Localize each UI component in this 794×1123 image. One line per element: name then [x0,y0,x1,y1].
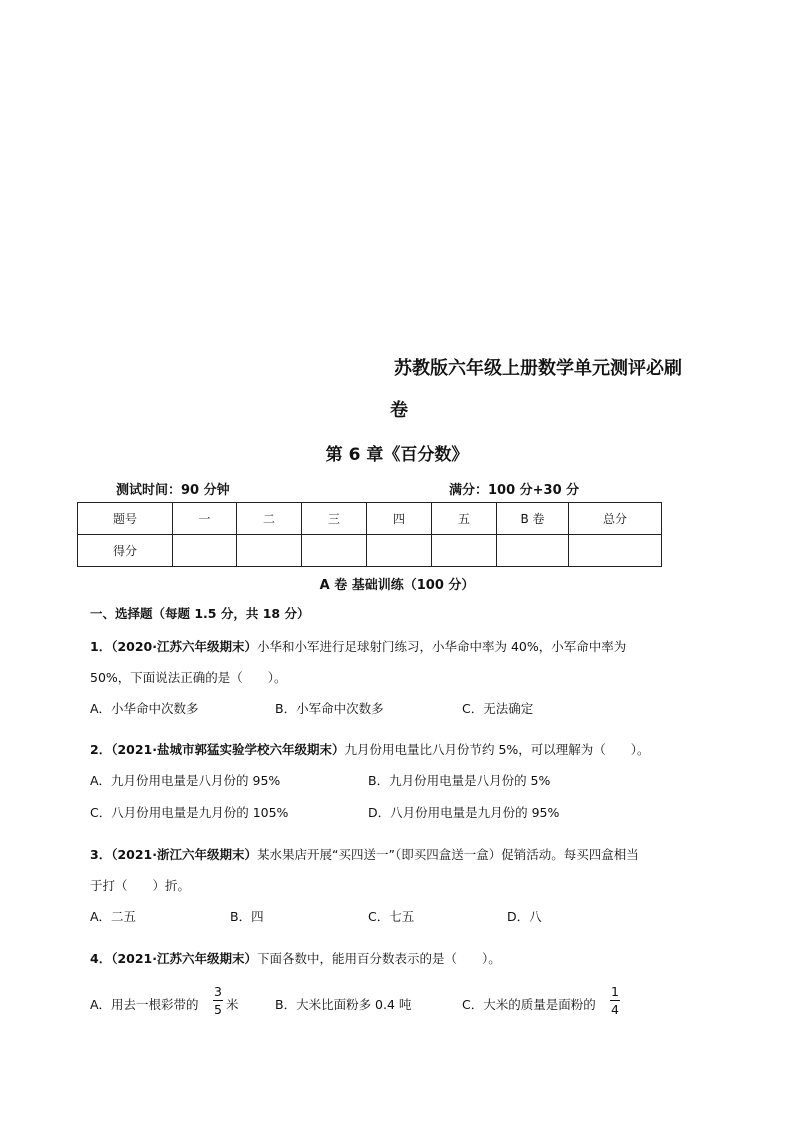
question-3-line2: 于打（ ）折。 [90,878,191,893]
fraction-numerator: 3 [214,984,222,999]
table-cell: 题号 [78,503,173,535]
score-input-cell[interactable] [497,535,569,567]
option-a[interactable]: A．用去一根彩带的 [90,997,199,1012]
question-1 [90,637,626,655]
fraction-one-quarter [609,984,621,1017]
question-text: 下面各数中，能用百分数表示的是（ ）。 [257,951,501,966]
question-4 [90,949,501,967]
table-cell: 一 [173,503,237,535]
option-d[interactable]: D．八月份用电量是九月份的 95% [368,805,560,820]
question-source: （2021·江苏六年级期末） [111,951,257,966]
question-number: 3． [90,847,112,862]
table-cell: 二 [237,503,302,535]
option-c[interactable]: C．七五 [368,909,415,924]
option-b[interactable]: B．小军命中次数多 [275,701,384,716]
table-row [78,535,662,567]
table-cell: 总分 [569,503,662,535]
fraction-denominator: 4 [611,1002,619,1017]
question-number: 1． [90,639,112,654]
question-source: （2021·浙江六年级期末） [111,847,257,862]
table-cell: 五 [432,503,497,535]
option-d[interactable]: D．八 [507,909,542,924]
score-input-cell[interactable] [173,535,237,567]
question-text: 九月份用电量比八月份节约 5%，可以理解为（ ）。 [344,742,650,757]
question-source: （2020·江苏六年级期末） [111,639,257,654]
test-time: 测试时间：90 分钟 [116,483,230,498]
doc-title-line1: 苏教版六年级上册数学单元测评必刷 [394,358,682,379]
table-row [78,503,662,535]
table-cell: 四 [367,503,432,535]
table-cell: 得分 [78,535,173,567]
question-text: 小华和小军进行足球射门练习，小华命中率为 40%，小军命中率为 [257,639,627,654]
table-cell: B 卷 [497,503,569,535]
score-table [77,502,662,567]
question-number: 4． [90,951,112,966]
chapter-title: 第 6 章《百分数》 [325,445,469,465]
score-input-cell[interactable] [237,535,302,567]
option-c[interactable]: C．八月份用电量是九月份的 105% [90,805,289,820]
option-c[interactable]: C．大米的质量是面粉的 [462,997,596,1012]
option-a[interactable]: A．小华命中次数多 [90,701,199,716]
doc-title-line2: 卷 [390,400,408,421]
option-c[interactable]: C．无法确定 [462,701,534,716]
option-a-unit: 米 [226,997,239,1012]
option-b[interactable]: B．九月份用电量是八月份的 5% [368,773,551,788]
option-b[interactable]: B．四 [230,909,264,924]
fraction-three-fifths [212,984,224,1017]
part1-title: 一、选择题（每题 1.5 分，共 18 分） [90,606,310,621]
score-input-cell[interactable] [367,535,432,567]
question-3 [90,845,639,863]
fraction-numerator: 1 [611,984,619,999]
score-input-cell[interactable] [432,535,497,567]
option-a[interactable]: A．九月份用电量是八月份的 95% [90,773,281,788]
full-score: 满分：100 分+30 分 [449,483,580,498]
question-1-line2: 50%，下面说法正确的是（ ）。 [90,670,287,685]
option-a[interactable]: A．二五 [90,909,137,924]
question-source: （2021·盐城市郭猛实验学校六年级期末） [111,742,345,757]
score-input-cell[interactable] [569,535,662,567]
fraction-denominator: 5 [214,1002,222,1017]
question-number: 2． [90,742,112,757]
question-2 [90,740,650,758]
table-cell: 三 [302,503,367,535]
section-a-title: A 卷 基础训练（100 分） [319,578,475,593]
option-b[interactable]: B．大米比面粉多 0.4 吨 [275,997,412,1012]
score-input-cell[interactable] [302,535,367,567]
question-text: 某水果店开展“买四送一”（即买四盒送一盒）促销活动。每买四盒相当 [257,847,639,862]
